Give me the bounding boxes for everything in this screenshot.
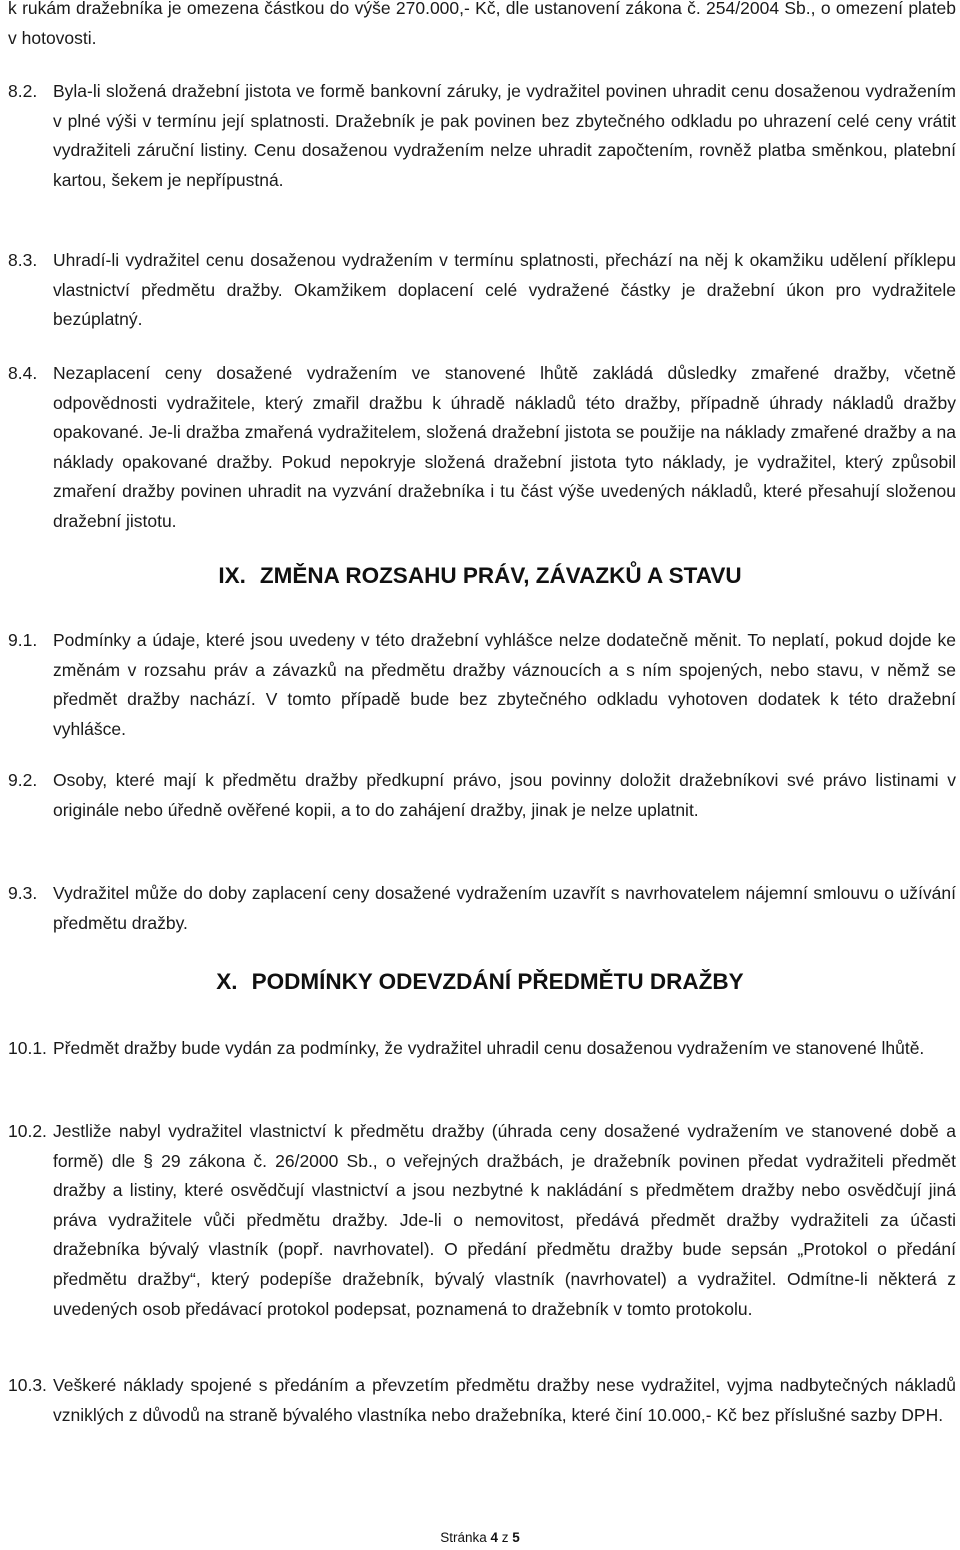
clause-number: 8.2. [8, 81, 38, 101]
footer-page-number: 4 [490, 1530, 498, 1545]
clause-text: Podmínky a údaje, které jsou uvedeny v této dražební vyhlášce nelze dodatečně měnit. To neplatí, pokud dojde ke změnám v rozsahu práv a závazků na předmětu dražby váznoucích a s ním spojených, nebo stavu, v němž se předmět dražby nachází. V tomto případě bude bez zbytečného odkladu vyhotoven dodatek k této dražební vyhlášce. [53, 630, 956, 739]
clause-10-3 [8, 1371, 956, 1430]
clause-text: Veškeré náklady spojené s předáním a převzetím předmětu dražby nese vydražitel, vyjma nadbytečných nákladů vzniklých z důvodů na straně bývalého vlastníka nebo dražebníka, které činí 10.000,- Kč bez příslušné sazby DPH. [53, 1375, 956, 1425]
page-footer [0, 1530, 960, 1545]
clause-number: 9.2. [8, 770, 38, 790]
clause-number: 9.1. [8, 630, 38, 650]
clause-10-2 [8, 1117, 956, 1324]
clause-number: 10.2. [8, 1121, 47, 1141]
clause-number: 9.3. [8, 883, 38, 903]
clause-text: Osoby, které mají k předmětu dražby předkupní právo, jsou povinny doložit dražebníkovi své právo listinami v originále nebo úředně ověřené kopii, a to do zahájení dražby, jinak je nelze uplatnit. [53, 770, 956, 820]
clause-number: 8.4. [8, 363, 38, 383]
clause-number: 10.3. [8, 1375, 47, 1395]
footer-page-total: 5 [512, 1530, 520, 1545]
clause-text: Vydražitel může do doby zaplacení ceny dosažené vydražením uzavřít s navrhovatelem nájemní smlouvu o užívání předmětu dražby. [53, 883, 956, 933]
intro-paragraph: k rukám dražebníka je omezena částkou do výše 270.000,- Kč, dle ustanovení zákona č. 254/2004 Sb., o omezení plateb v hotovosti. [8, 0, 956, 48]
footer-label: Stránka [440, 1530, 487, 1545]
clause-text: Předmět dražby bude vydán za podmínky, že vydražitel uhradil cenu dosaženou vydražením ve stanovené lhůtě. [53, 1038, 925, 1058]
clause-8-2 [8, 77, 956, 195]
clause-10-1 [8, 1034, 956, 1064]
clause-text: Uhradí-li vydražitel cenu dosaženou vydražením v termínu splatnosti, přechází na něj k okamžiku udělení příklepu vlastnictví předmětu dražby. Okamžikem doplacení celé vydražené částky je dražební úkon pro vydražitele bezúplatný. [53, 250, 956, 330]
clause-8-3 [8, 246, 956, 335]
section-number: X. [216, 969, 238, 994]
clause-text: Nezaplacení ceny dosažené vydražením ve stanovené lhůtě zakládá důsledky zmařené dražby, včetně odpovědnosti vydražitele, který zmařil dražbu k úhradě nákladů této dražby, případně úhrady nákladů dražby opakované. Je-li dražba zmařená vydražitelem, složená dražební jistota se použije na náklady zmařené dražby a na náklady opakované dražby. Pokud nepokryje složená dražební jistota tyto náklady, je vydražitel, který způsobil zmaření dražby povinen uhradit na vyzvání dražebníka i tu část výše uvedených nákladů, které přesahují složenou dražební jistotu. [53, 363, 956, 531]
clause-9-1 [8, 626, 956, 744]
clause-8-4 [8, 359, 956, 537]
section-number: IX. [218, 563, 246, 588]
section-heading-ix [0, 563, 960, 589]
clause-9-2 [8, 766, 956, 825]
footer-separator: z [501, 1530, 509, 1545]
section-heading-x [0, 969, 960, 995]
clause-number: 8.3. [8, 250, 38, 270]
section-title: PODMÍNKY ODEVZDÁNÍ PŘEDMĚTU DRAŽBY [251, 969, 744, 994]
clause-text: Jestliže nabyl vydražitel vlastnictví k předmětu dražby (úhrada ceny dosažené vydražením ve stanovené době a formě) dle § 29 zákona č. 26/2000 Sb., o veřejných dražbách, je dražebník povinen předat vydražiteli předmět dražby a listiny, které osvědčují vlastnictví a jsou nezbytné k nakládání s předmětem dražby nebo osvědčují jiná práva vydražitele vůči předmětu dražby. Jde-li o nemovitost, předává předmět dražby vydražiteli za účasti dražebníka bývalý vlastník (popř. navrhovatel). O předání předmětu dražby bude sepsán „Protokol o předání předmětu dražby“, který podepíše dražebník, bývalý vlastník (navrhovatel) a vydražitel. Odmítne-li některá z uvedených osob předávací protokol podepsat, poznamená to dražebník v tomto protokolu. [53, 1121, 956, 1319]
clause-text: Byla-li složená dražební jistota ve formě bankovní záruky, je vydražitel povinen uhradit cenu dosaženou vydražením v plné výši v termínu její splatnosti. Dražebník je pak povinen bez zbytečného odkladu po uhrazení celé ceny vrátit vydražiteli záruční listiny. Cenu dosaženou vydražením nelze uhradit započtením, rovněž platba směnkou, platební kartou, šekem je nepřípustná. [53, 81, 956, 190]
clause-number: 10.1. [8, 1038, 47, 1058]
clause-9-3 [8, 879, 956, 938]
section-title: ZMĚNA ROZSAHU PRÁV, ZÁVAZKŮ A STAVU [259, 563, 742, 588]
